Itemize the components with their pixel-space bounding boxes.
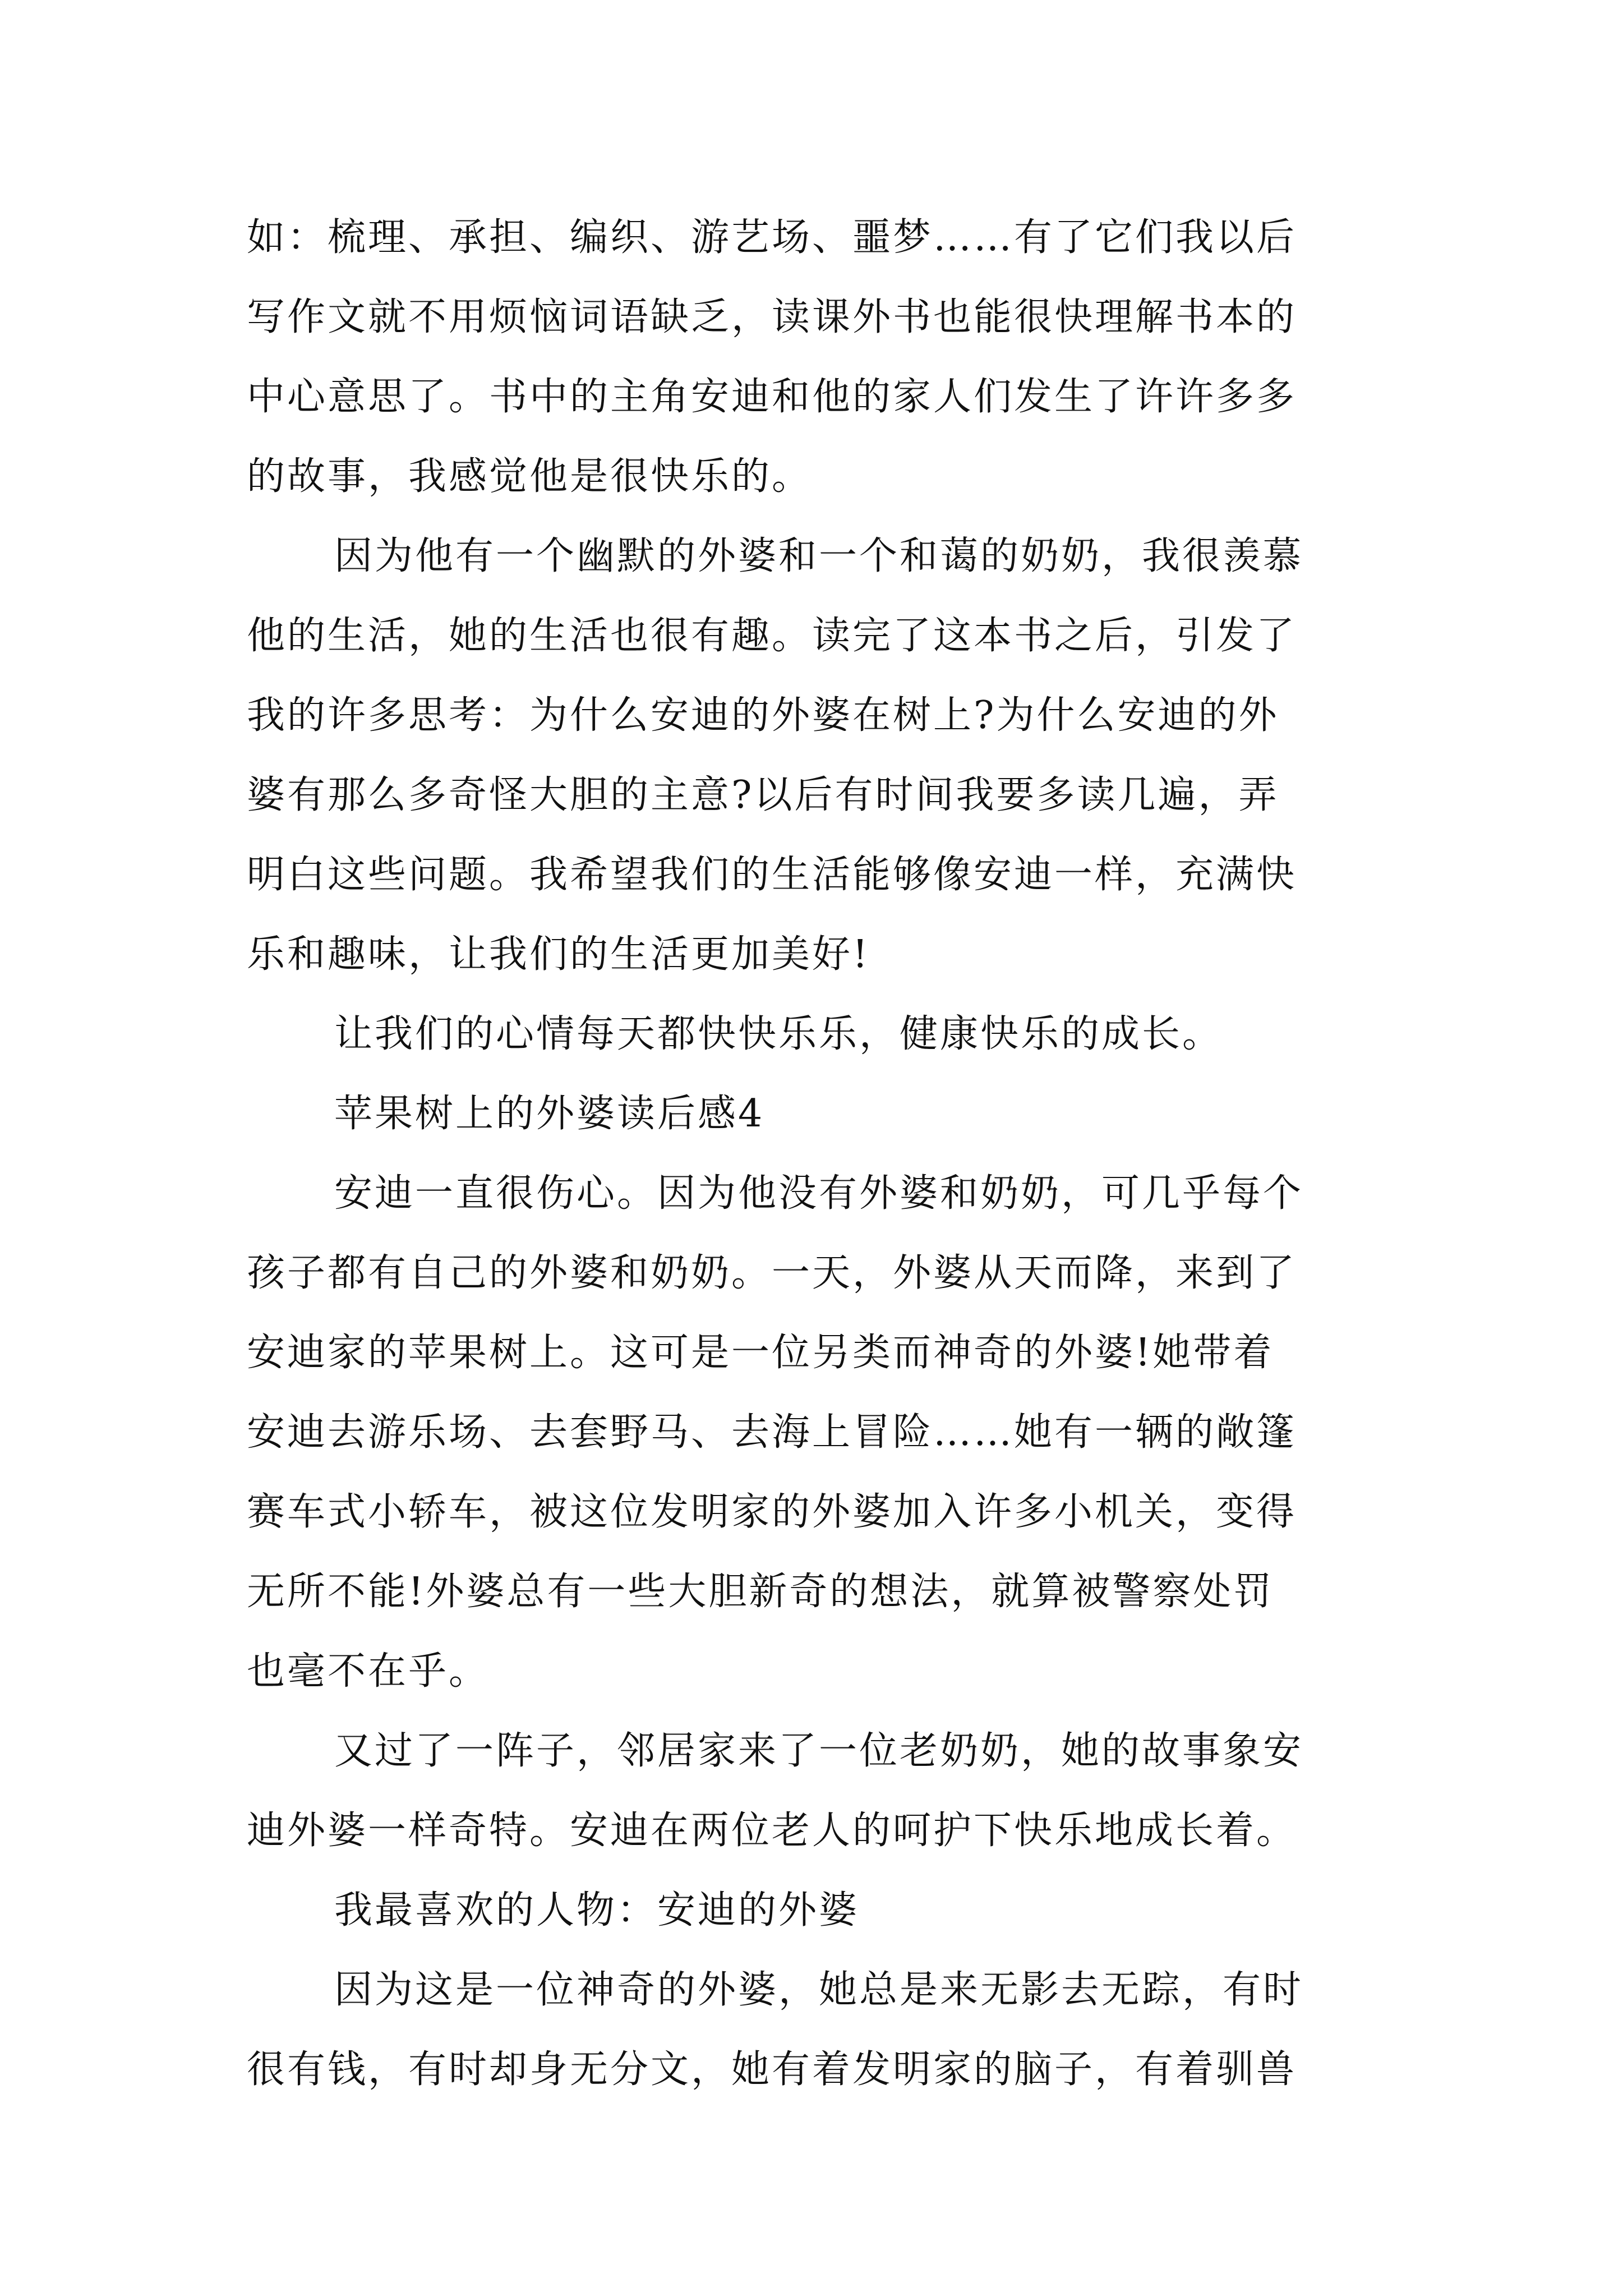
text-line-20: 又过了一阵子，邻居家来了一位老奶奶，她的故事象安 (334, 1729, 1304, 1773)
text-line-18: 无所不能!外婆总有一些大胆新奇的想法，就算被警察处罚 (247, 1570, 1274, 1614)
text-line-17: 赛车式小轿车，被这位发明家的外婆加入许多小机关，变得 (247, 1490, 1297, 1534)
text-line-7: 我的许多思考：为什么安迪的外婆在树上?为什么安迪的外 (247, 693, 1279, 738)
section-heading: 苹果树上的外婆读后感4 (334, 1092, 765, 1136)
text-line-14: 孩子都有自己的外婆和奶奶。一天，外婆从天而降，来到了 (247, 1251, 1297, 1295)
text-line-4: 的故事，我感觉他是很快乐的。 (247, 454, 813, 499)
text-line-2: 写作文就不用烦恼词语缺乏，读课外书也能很快理解书本的 (247, 295, 1297, 339)
text-line-1: 如：梳理、承担、编织、游艺场、噩梦……有了它们我以后 (247, 215, 1297, 260)
text-line-23: 因为这是一位神奇的外婆，她总是来无影去无踪，有时 (334, 1968, 1304, 2012)
text-line-11: 让我们的心情每天都快快乐乐，健康快乐的成长。 (334, 1012, 1223, 1056)
text-line-24: 很有钱，有时却身无分文，她有着发明家的脑子，有着驯兽 (247, 2047, 1297, 2092)
document-body (247, 198, 1391, 2110)
text-line-21: 迪外婆一样奇特。安迪在两位老人的呵护下快乐地成长着。 (247, 1809, 1297, 1853)
text-line-19: 也毫不在乎。 (247, 1649, 490, 1694)
text-line-10: 乐和趣味，让我们的生活更加美好! (247, 932, 870, 977)
text-line-3: 中心意思了。书中的主角安迪和他的家人们发生了许许多多 (247, 375, 1297, 419)
text-line-8: 婆有那么多奇怪大胆的主意?以后有时间我要多读几遍，弄 (247, 773, 1279, 817)
text-line-16: 安迪去游乐场、去套野马、去海上冒险……她有一辆的敞篷 (247, 1410, 1297, 1455)
text-line-6: 他的生活，她的生活也很有趣。读完了这本书之后，引发了 (247, 614, 1297, 658)
text-line-9: 明白这些问题。我希望我们的生活能够像安迪一样，充满快 (247, 853, 1297, 897)
text-line-15: 安迪家的苹果树上。这可是一位另类而神奇的外婆!她带着 (247, 1331, 1274, 1375)
text-line-5: 因为他有一个幽默的外婆和一个和蔼的奶奶，我很羡慕 (334, 534, 1304, 578)
text-line-22: 我最喜欢的人物：安迪的外婆 (334, 1888, 860, 1932)
text-line-13: 安迪一直很伤心。因为他没有外婆和奶奶，可几乎每个 (334, 1171, 1304, 1216)
